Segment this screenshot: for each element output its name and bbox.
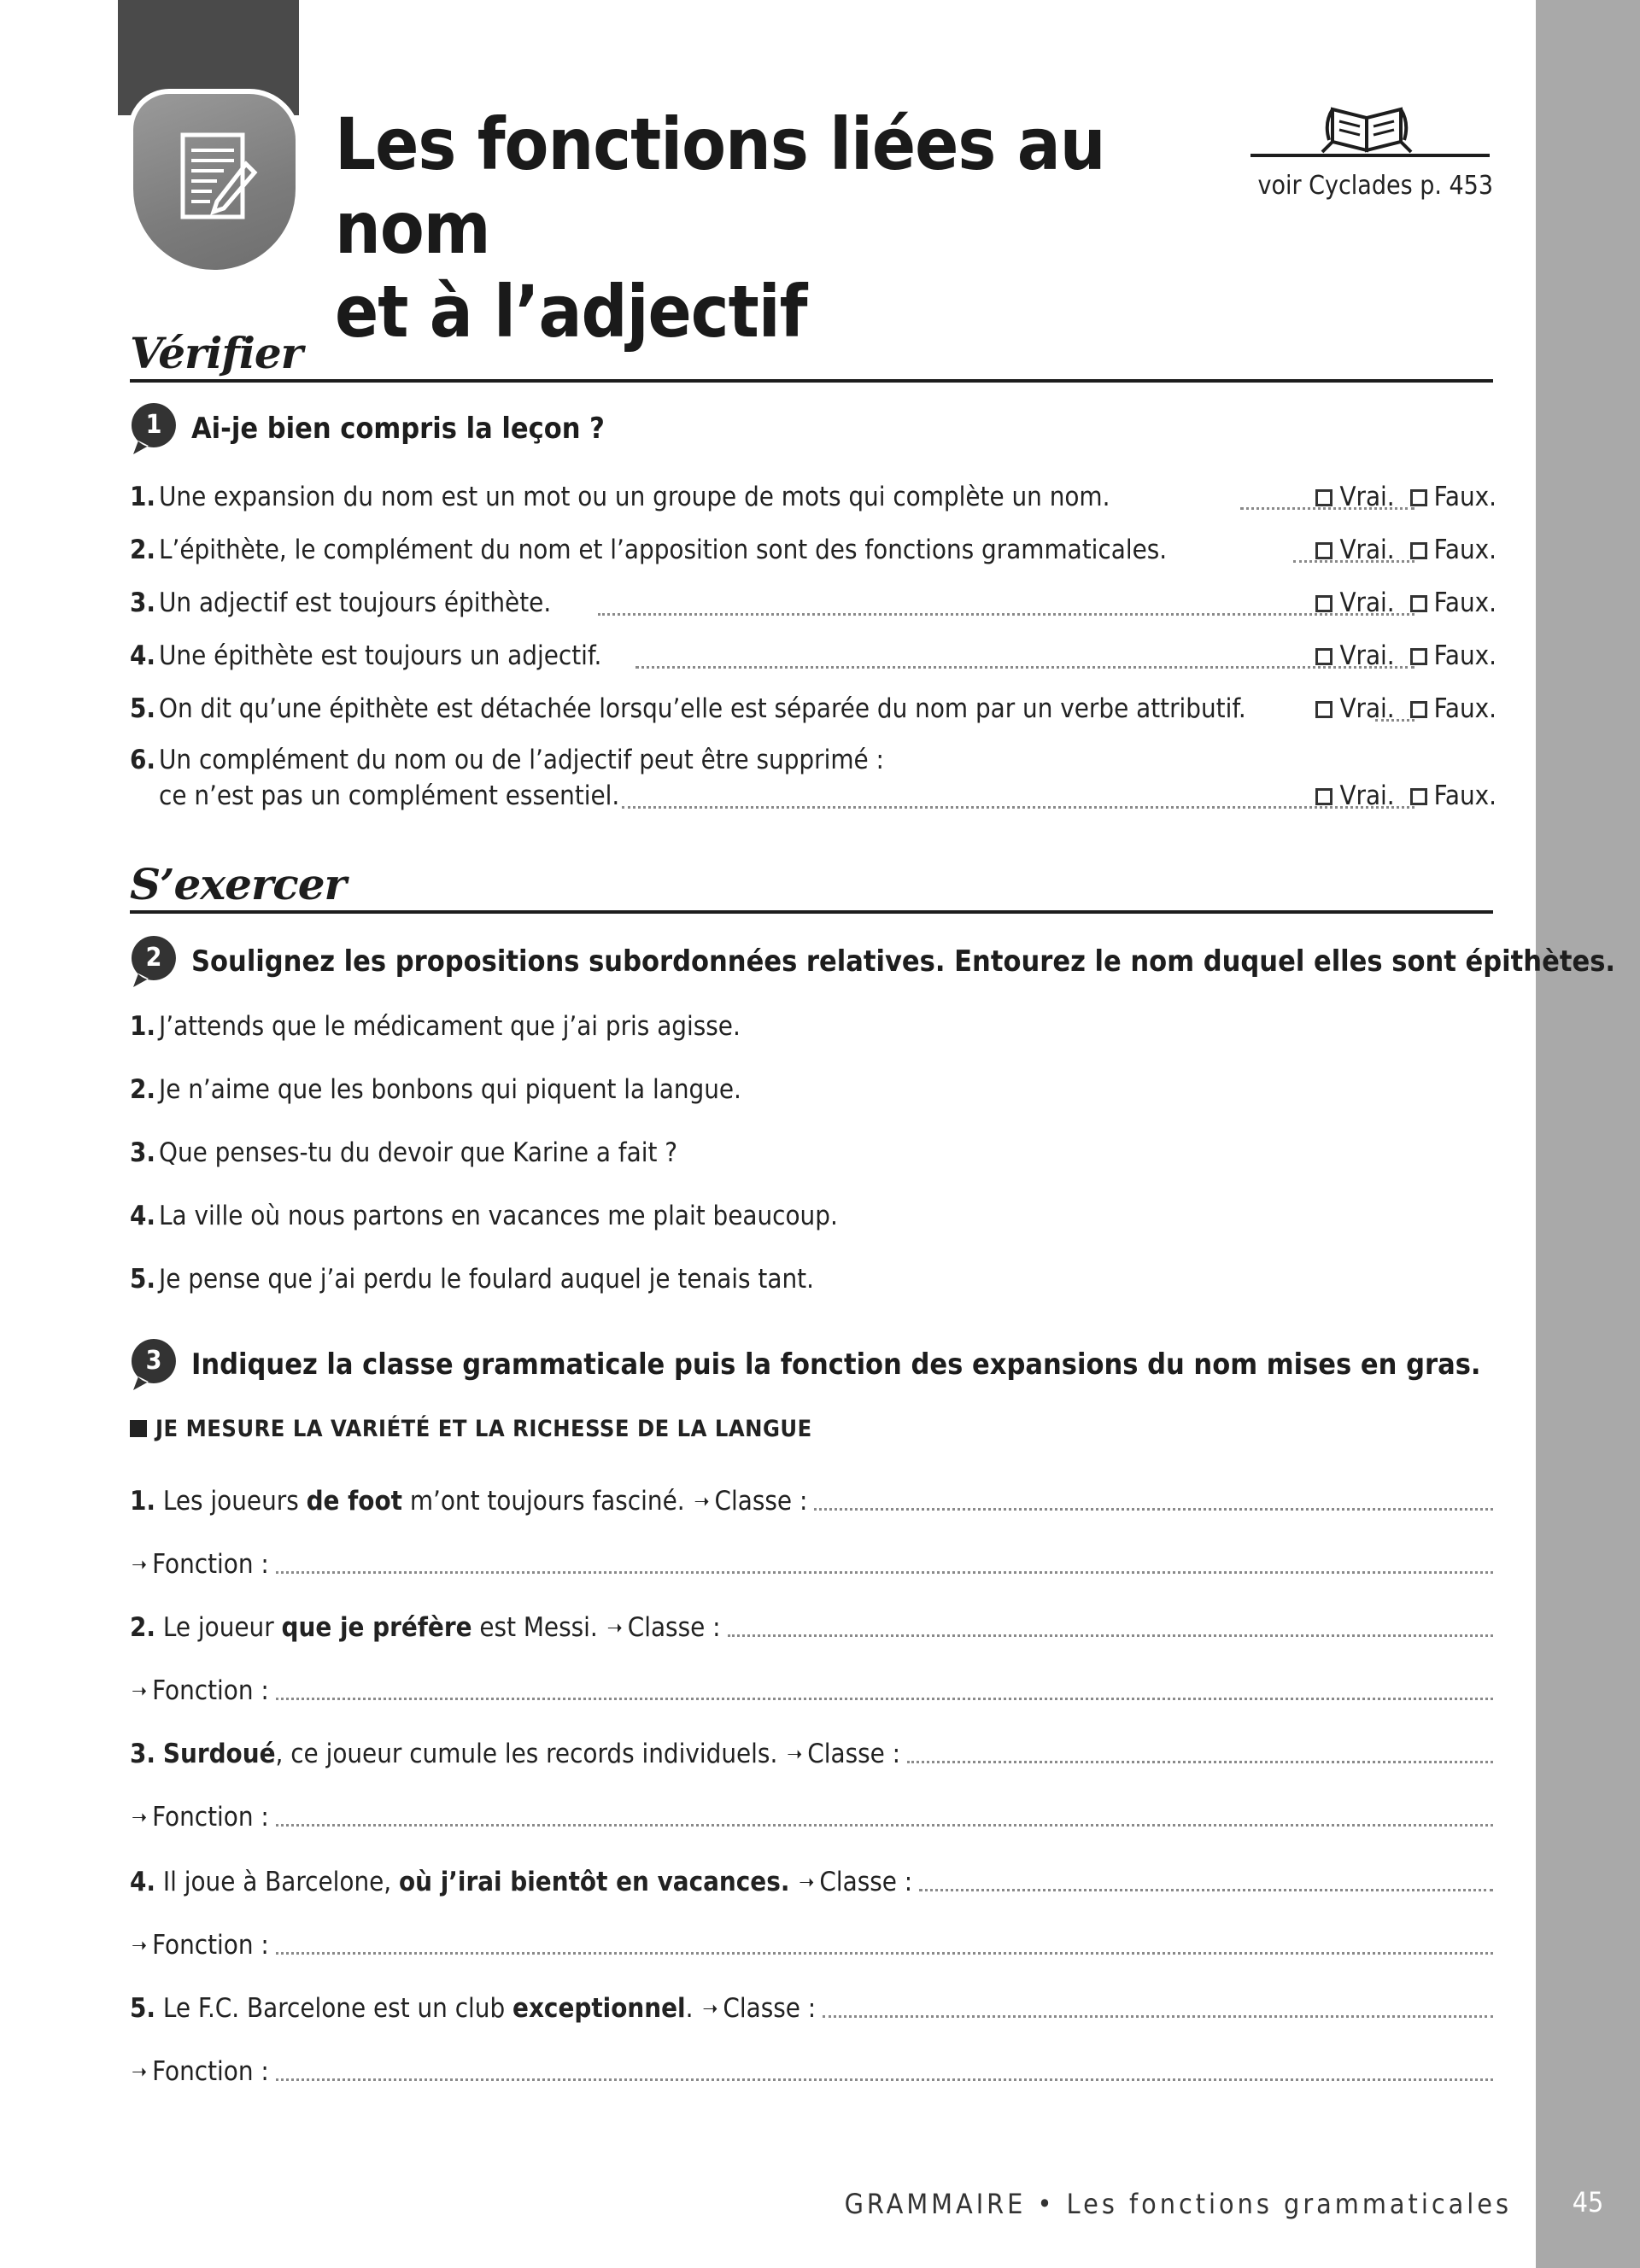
exercise-3-instruction: Indiquez la classe grammaticale puis la fonction des expansions du nom mises en gras.	[191, 1347, 1481, 1382]
section-verify	[130, 328, 1493, 383]
exercise-3-header	[130, 1337, 1496, 1392]
checkbox-true[interactable]	[1315, 701, 1332, 718]
checkbox-true[interactable]	[1315, 489, 1332, 506]
title-line-2: et à l’adjectif	[335, 270, 807, 354]
arrow-right-icon: ➝	[132, 1552, 148, 1576]
checkbox-true[interactable]	[1315, 648, 1332, 665]
exercise-2-instruction: Soulignez les propositions subordonnées relatives. Entourez le nom duquel elles sont épithètes.	[191, 944, 1616, 979]
skill-subheading: JE MESURE LA VARIÉTÉ ET LA RICHESSE DE LA LANGUE	[130, 1416, 812, 1442]
answer-line-classe[interactable]: 2. Le joueur que je préfère est Messi. ➝ Classe :	[130, 1607, 1493, 1643]
list-item: 5. Je pense que j’ai perdu le foulard auquel je tenais tant.	[130, 1264, 814, 1295]
checkbox-true[interactable]	[1315, 595, 1332, 612]
arrow-right-icon: ➝	[132, 2060, 148, 2084]
answer-line-fonction[interactable]: ➝ Fonction :	[130, 1670, 1493, 1706]
list-item: 4. La ville où nous partons en vacances me plait beaucoup.	[130, 1201, 838, 1231]
page-edge-band	[1536, 0, 1640, 2268]
vf-item: 2. L’épithète, le complément du nom et l’apposition sont des fonctions grammaticales. Vrai. Faux.	[130, 535, 1496, 565]
answer-line-fonction[interactable]: ➝ Fonction :	[130, 1544, 1493, 1580]
page-number: 45	[1572, 2186, 1604, 2218]
arrow-right-icon: ➝	[787, 1742, 803, 1766]
answer-line-classe[interactable]: 4. Il joue à Barcelone, où j’irai bientôt en vacances. ➝ Classe :	[130, 1862, 1493, 1897]
section-practice	[130, 859, 1493, 914]
exercise-1-instruction: Ai-je bien compris la leçon ?	[191, 412, 605, 446]
exercise-1-header	[130, 401, 1496, 456]
vf-item: 3. Un adjectif est toujours épithète. Vrai. Faux.	[130, 587, 1496, 618]
open-book-reader-icon	[1247, 89, 1493, 157]
exercise-number-badge: 3	[130, 1337, 181, 1392]
exercise-number-badge: 1	[130, 401, 181, 456]
arrow-right-icon: ➝	[132, 1805, 148, 1829]
document-pencil-icon	[173, 130, 261, 236]
answer-line-classe[interactable]: 5. Le F.C. Barcelone est un club exceptionnel. ➝ Classe :	[130, 1988, 1493, 2024]
square-bullet-icon	[130, 1420, 147, 1437]
vf-item: 5. On dit qu’une épithète est détachée lorsqu’elle est séparée du nom par un verbe attributif. Vrai. Faux.	[130, 693, 1496, 724]
answer-line-fonction[interactable]: ➝ Fonction :	[130, 1925, 1493, 1961]
list-item: 3. Que penses-tu du devoir que Karine a fait ?	[130, 1137, 678, 1168]
checkbox-false[interactable]	[1410, 701, 1427, 718]
checkbox-false[interactable]	[1410, 595, 1427, 612]
title-line-1: Les fonctions liées au nom	[335, 102, 1105, 270]
checkbox-false[interactable]	[1410, 788, 1427, 805]
arrow-right-icon: ➝	[702, 1996, 718, 2020]
answer-line-fonction[interactable]: ➝ Fonction :	[130, 2051, 1493, 2087]
vf-item: 6. Un complément du nom ou de l’adjectif peut être supprimé : ce n’est pas un complément essentiel. Vrai. Faux.	[130, 745, 1496, 811]
arrow-right-icon: ➝	[694, 1489, 710, 1513]
section-practice-title: S’exercer	[130, 859, 346, 909]
answer-line-fonction[interactable]: ➝ Fonction :	[130, 1797, 1493, 1833]
checkbox-false[interactable]	[1410, 648, 1427, 665]
exercise-number-badge: 2	[130, 934, 181, 989]
checkbox-true[interactable]	[1315, 542, 1332, 559]
list-item: 1. J’attends que le médicament que j’ai pris agisse.	[130, 1011, 741, 1042]
arrow-right-icon: ➝	[606, 1616, 623, 1640]
answer-line-classe[interactable]: 3. Surdoué, ce joueur cumule les records individuels. ➝ Classe :	[130, 1733, 1493, 1769]
list-item: 2. Je n’aime que les bonbons qui piquent la langue.	[130, 1074, 741, 1105]
arrow-right-icon: ➝	[799, 1870, 815, 1894]
running-footer: GRAMMAIRE • Les fonctions grammaticales	[844, 2188, 1512, 2220]
arrow-right-icon: ➝	[132, 1679, 148, 1703]
checkbox-false[interactable]	[1410, 489, 1427, 506]
chapter-badge	[128, 89, 301, 275]
vf-item: 4. Une épithète est toujours un adjectif. Vrai. Faux.	[130, 640, 1496, 671]
section-verify-title: Vérifier	[130, 328, 303, 378]
exercise-2-header	[130, 934, 1616, 989]
arrow-right-icon: ➝	[132, 1933, 148, 1957]
checkbox-false[interactable]	[1410, 542, 1427, 559]
reference-text: voir Cyclades p. 453	[1257, 171, 1493, 201]
answer-line-classe[interactable]: 1. Les joueurs de foot m’ont toujours fasciné. ➝ Classe :	[130, 1481, 1493, 1517]
vf-item: 1. Une expansion du nom est un mot ou un groupe de mots qui complète un nom. Vrai. Faux.	[130, 482, 1496, 512]
checkbox-true[interactable]	[1315, 788, 1332, 805]
page-title	[335, 102, 1155, 354]
